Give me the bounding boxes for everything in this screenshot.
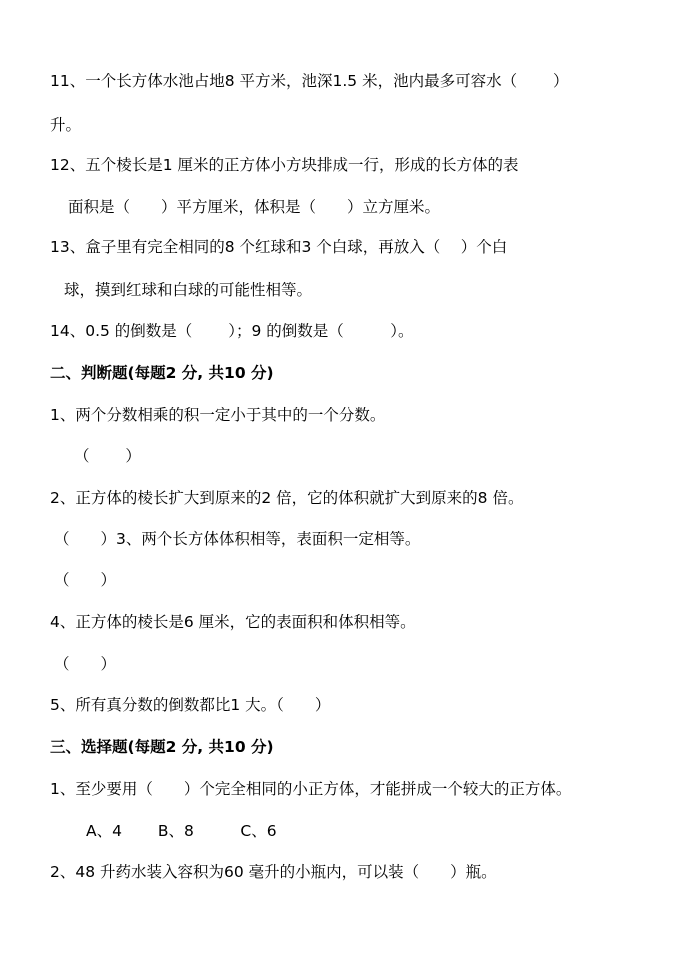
section-heading-true-false: 二、判断题(每题2 分, 共10 分) [50, 364, 274, 382]
question-14: 14、0.5 的倒数是（ ）；9 的倒数是（ ）。 [50, 322, 414, 340]
question-13-line-1: 13、盒子里有完全相同的8 个红球和3 个白球，再放入（ ）个白 [50, 238, 508, 256]
tf-question-1: 1、两个分数相乘的积一定小于其中的一个分数。 [50, 406, 386, 424]
question-11-line-2: 升。 [50, 116, 82, 134]
section-heading-multiple-choice: 三、选择题(每题2 分, 共10 分) [50, 738, 274, 756]
tf-answer-blank-3: （ ） [54, 571, 117, 589]
question-11-line-1: 11、一个长方体水池占地8 平方米，池深1.5 米，池内最多可容水（ ） [50, 72, 569, 90]
question-12-line-1: 12、五个棱长是1 厘米的正方体小方块排成一行，形成的长方体的表 [50, 156, 519, 174]
tf-question-5: 5、所有真分数的倒数都比1 大。（ ） [50, 696, 331, 714]
tf-question-4: 4、正方体的棱长是6 厘米，它的表面积和体积相等。 [50, 613, 416, 631]
tf-question-2: 2、正方体的棱长扩大到原来的2 倍，它的体积就扩大到原来的8 倍。 [50, 489, 524, 507]
mc-question-1: 1、至少要用（ ）个完全相同的小正方体，才能拼成一个较大的正方体。 [50, 780, 572, 798]
tf-answer-blank-1: （ ） [74, 447, 141, 465]
tf-answer-blank-4: （ ） [54, 655, 117, 673]
question-12-line-2: 面积是（ ）平方厘米，体积是（ ）立方厘米。 [68, 198, 441, 216]
mc-question-1-options: A、4 B、8 C、6 [86, 822, 277, 840]
tf-question-3: （ ）3、两个长方体体积相等，表面积一定相等。 [54, 530, 421, 548]
mc-question-2: 2、48 升药水装入容积为60 毫升的小瓶内，可以装（ ）瓶。 [50, 863, 497, 881]
question-13-line-2: 球，摸到红球和白球的可能性相等。 [64, 281, 313, 299]
